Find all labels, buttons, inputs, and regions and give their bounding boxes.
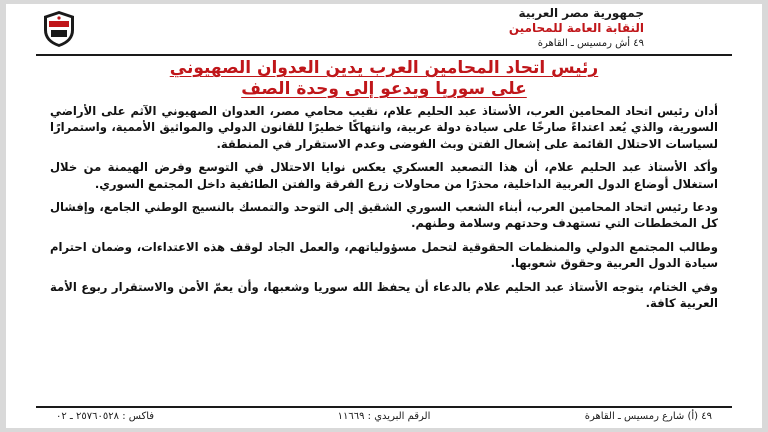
statement-body xyxy=(50,103,718,318)
footer-address: ٤٩ (أ) شارع رمسيس ـ القاهرة xyxy=(584,411,712,422)
footer-divider xyxy=(36,406,732,408)
paragraph: أدان رئيس اتحاد المحامين العرب، الأستاذ عبد الحليم علام، نقيب محامي مصر، العدوان الصهيوني الآثم على الأراضي السورية، والذي يُعد اعتداءً صارخًا على سيادة دولة عربية، وانتهاكًا خطيرًا للقانون الدولي والمواثيق الأممية، واستمرارًا لسياسات الاحتلال القائمة على إشعال الفتن وبث الفوضى وعدم الاستقرار في المنطقة. xyxy=(50,104,718,151)
letterhead xyxy=(6,4,762,56)
footer-fax: فاكس : ٢٥٧٦٠٥٢٨ ـ ٠٢ xyxy=(56,411,155,422)
country-name: جمهورية مصر العربية xyxy=(518,6,644,20)
headline xyxy=(26,58,742,100)
letter-footer xyxy=(56,411,712,425)
paragraph: ودعا رئيس اتحاد المحامين العرب، أبناء الشعب السوري الشقيق إلى التوحد والتمسك بالنسيج الوطني الجامع، وإفشال كل المخططات التي تستهدف وحدتهم وسلامة وطنهم. xyxy=(50,200,718,231)
header-address: ٤٩ أش رمسيس ـ القاهرة xyxy=(537,38,644,49)
footer-postal-code: الرقم البريدي : ١١٦٦٩ xyxy=(337,411,431,422)
paragraph: وطالب المجتمع الدولي والمنظمات الحقوقية لتحمل مسؤولياتهم، والعمل الجاد لوقف هذه الاعتداءات، وضمان احترام سيادة الدول العربية وحقوق شعوبها. xyxy=(50,239,718,271)
header-divider xyxy=(36,54,732,56)
syndicate-name: النقابة العامة للمحامين xyxy=(508,21,644,35)
paragraph: وأكد الأستاذ عبد الحليم علام، أن هذا التصعيد العسكري يعكس نوايا الاحتلال في التوسع وفرض الهيمنة من خلال استغلال أوضاع الدول العربية الداخلية، محذرًا من محاولات زرع الفرقة والفتن الطائفية داخل المجتمع السوري. xyxy=(50,160,718,191)
letterhead-text xyxy=(509,6,644,51)
paragraph: وفي الختام، يتوجه الأستاذ عبد الحليم علام بالدعاء أن يحفظ الله سوريا وشعبها، وأن يعمّ الأمن والاستقرار ربوع الأمة العربية كافة. xyxy=(50,279,718,311)
letter-page xyxy=(6,4,762,428)
headline-line-1: رئيس اتحاد المحامين العرب يدين العدوان الصهيوني xyxy=(169,58,599,78)
headline-line-2: على سوريا ويدعو إلى وحدة الصف xyxy=(241,79,527,99)
syndicate-logo-emblem xyxy=(42,10,76,48)
